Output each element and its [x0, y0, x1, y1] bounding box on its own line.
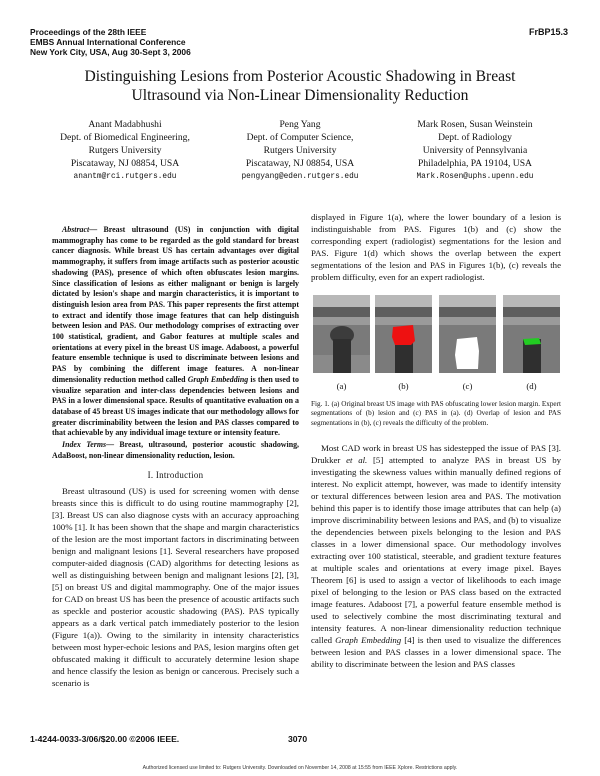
abstract-text: is then used to visualize separation and inter-class dependencies between lesions and PAS in a lower dimensional space. Results of quantitative evaluation on a database of 45 breast US images indicate that our methodology allows for greater discriminability between the lesion and PAS classes compared to that achievable by any individual image texture or intensity feature. — [52, 374, 299, 438]
abstract-emphasis: Graph Embedding — [187, 374, 249, 384]
author-address: Piscataway, NJ 08854, USA — [70, 158, 180, 169]
para-emphasis: et al. — [346, 454, 368, 465]
author-email[interactable]: Mark.Rosen@uphs.upenn.edu — [416, 173, 534, 181]
figure-1 — [311, 288, 561, 400]
author-2 — [215, 118, 385, 184]
us-image-a — [313, 295, 370, 373]
author-org: University of Pennsylvania — [422, 145, 528, 156]
author-org: Rutgers University — [88, 145, 162, 156]
proceedings-line: New York City, USA, Aug 30-Sept 3, 2006 — [30, 47, 191, 57]
author-name: Anant Madabhushi — [88, 119, 162, 130]
author-address: Piscataway, NJ 08854, USA — [245, 158, 355, 169]
author-dept: Dept. of Biomedical Engineering, — [60, 132, 190, 143]
figure-label-a: (a) — [336, 381, 347, 391]
para-text: [4] is then used to visualize the differences between lesion and PAS classes in a lower dimensional space. The ability to discriminate between the lesion and PAS classes — [311, 634, 561, 669]
author-org: Rutgers University — [263, 145, 337, 156]
intro-paragraph: Breast ultrasound (US) is used for screening women with dense breasts since this is difficult to do using routine mammography [2], [3]. Breast US can also diagnose cysts with an accuracy approaching 100% [1]. It has been shown that the shape and margin characteristics of the lesion are the most important factors in discriminating between benign and malignant lesions [1]. Several researchers have proposed computer-aided diagnosis (CAD) algorithms for detecting lesions as well as distinguishing between benign and malignant lesions [2], [3], [5] on breast US and digital mammography. One of the major issues for CAD on breast US has been the presence of acoustic artifacts such as speckle and posterior acoustic shadowing (PAS). PAS typically appears as a dark vertical patch immediately posterior to the lesion (Figure 1(a)). Owing to the similarity in intensity characteristics between most hyper-echoic lesions and PAS, lesion margins often get obfuscated making it difficult to accurately determine lesion shape and hence classify the lesion as benign or cancerous. Precisely such a scenario is — [52, 486, 299, 689]
para-text: [5] attempted to analyze PAS in breast US by investigating the skewness values within manually defined regions of interest. No explicit attempt, however, was made to identify intensity or textural differences between lesion area and PAS. The motivation behind this paper is to identify those image attributes that can help (a) improve discriminability between lesions and PAS, and (b) to visualize the dependencies between pixels belonging to the lesion and PAS classes in a lower dimensional space. Our methodology involves extracting over 100 statistical, steerable, and gradient texture features at multiple scales and orientations at every image pixel. Bayes Theorem [6] is used to assign a vector of likelihoods to each image pixel of belonging to the lesion or PAS class based on the extracted image features. Adaboost [7], a powerful feature ensemble method is used to selectively combine the most discriminating textural and intensity features. A non-linear dimensionality reduction technique called — [311, 454, 561, 645]
right-column — [311, 211, 561, 670]
index-terms-text: — Breast, ultrasound, posterior acoustic shadowing, AdaBoost, non-linear dimensionality reduction, lesion. — [52, 440, 299, 460]
footer-isbn: 1-4244-0033-3/06/$20.00 ©2006 IEEE. — [30, 734, 180, 744]
para-text: Most CAD work in breast US has sidestepped the issue of PAS [3]. Drukker — [311, 442, 561, 465]
figure-label-b: (b) — [398, 381, 409, 391]
paper-code: FrBP15.3 — [528, 27, 568, 37]
right-paragraph-1: displayed in Figure 1(a), where the lower boundary of a lesion is indistinguishable from PAS. Figures 1(b) and (c) show the corresponding expert (radiologist) segmentations for the lesion and PAS. Figure 1(d) which shows the overlap between the expert segmentations of the lesion and PAS in Figures 1(b), (c) reveals the problem difficulty, even for an expert radiologist. — [311, 212, 561, 282]
abstract-text: — Breast ultrasound (US) in conjunction with digital mammography has come to be regarded as the gold standard for breast cancer diagnosis. While breast US has certain advantages over digital mammography, it suffers from image artifacts such as posterior acoustic shadowing (PAS), presence of which often obfuscates lesion margins. Since classification of lesions as either malignant or benign is largely dictated by lesion's shape and margin characteristics, it is important to distinguish lesion area from PAS. This paper represents the first attempt to extract and identify those image features that can help distinguish between lesion and PAS. Our methodology comprises of extracting over 100 statistical, gradient, and Gabor features at multiple scales and orientations at every pixel in the breast US image. Adaboost, a powerful feature ensemble technique is used to discriminate between lesions and PAS by combining the different image features. A non-linear dimensionality reduction method called — [52, 225, 299, 384]
section-heading: I. Introduction — [147, 470, 204, 481]
proceedings-line: EMBS Annual International Conference — [30, 37, 186, 47]
figure-caption: Fig. 1. (a) Original breast US image with PAS obfuscating lower lesion margin. Expert segmentations of (b) lesion and (c) PAS in (a). (d) Overlap of lesion and PAS segmentations in (b), (c) reveals the difficulty of the problem. — [311, 400, 561, 427]
right-paragraph-2 — [311, 442, 561, 670]
proceedings-line: Proceedings of the 28th IEEE — [30, 27, 147, 37]
license-notice: Authorized licensed use limited to: Rutgers University. Downloaded on November 14, 2008 at 15:55 from IEEE Xplore. Restrictions apply. — [142, 765, 458, 771]
author-dept: Dept. of Computer Science, — [246, 132, 354, 143]
proceedings-header — [30, 27, 191, 57]
author-name: Mark Rosen, Susan Weinstein — [417, 119, 533, 130]
left-column — [52, 225, 299, 689]
us-image-c — [439, 295, 496, 373]
author-3 — [390, 118, 560, 184]
abstract — [52, 225, 299, 439]
index-terms — [52, 440, 299, 461]
para-emphasis: Graph Embedding — [335, 634, 402, 645]
us-image-d — [503, 295, 560, 373]
author-email[interactable]: pengyang@eden.rutgers.edu — [241, 173, 359, 181]
author-address: Philadelphia, PA 19104, USA — [418, 158, 532, 169]
abstract-lead: Abstract — [62, 225, 90, 234]
author-1 — [40, 118, 210, 184]
author-name: Peng Yang — [279, 119, 321, 130]
author-dept: Dept. of Radiology — [438, 132, 512, 143]
index-terms-lead: Index Terms — [62, 440, 107, 450]
author-block — [40, 118, 560, 184]
page-number: 3070 — [288, 734, 308, 744]
author-email[interactable]: anantm@rci.rutgers.edu — [73, 173, 177, 181]
figure-label-c: (c) — [462, 381, 473, 391]
paper-title: Distinguishing Lesions from Posterior Acoustic Shadowing in Breast Ultrasound via Non-Linear Dimensionality Reduction — [84, 68, 516, 104]
us-image-b — [375, 295, 432, 373]
figure-label-d: (d) — [526, 381, 537, 391]
